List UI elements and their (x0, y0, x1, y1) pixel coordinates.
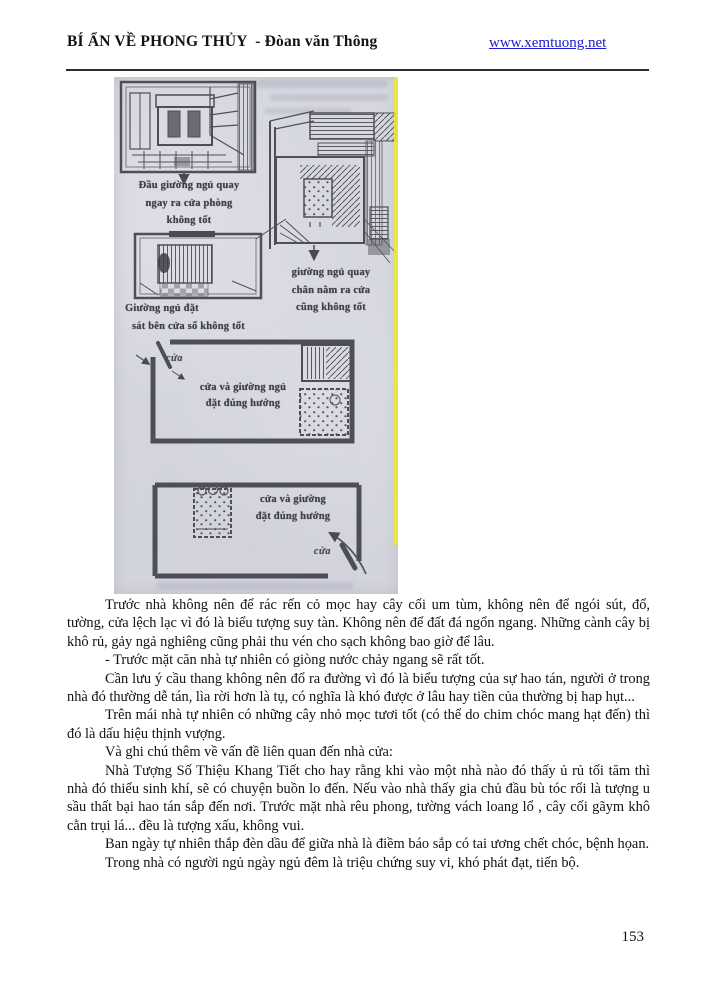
diagram-bed-beside-window (135, 219, 286, 298)
figure-scan (114, 77, 398, 594)
body-paragraph: Và ghi chú thêm về vấn đề liên quan đến nhà cửa: (105, 744, 393, 761)
scan-highlight-line (394, 77, 398, 545)
bed (300, 389, 348, 435)
website-link[interactable]: www.xemtuong.net (489, 35, 607, 51)
body-paragraph: Nhà Tượng Số Thiệu Khang Tiết cho hay rằng khi vào một nhà nào đó thấy ủ rủ tối tăm thì nhà đó thiếu sinh khí, sẽ có chuyện buồn lo đến. Nếu vào nhà thấy gia chủ đầu bù tóc rối là tượng u sầu thất bại hao tán sắp đến nơi. Trước mặt nhà rêu phong, tường vách loang lổ , cây cối gãym khô cằn trụi lá... đều là tượng xấu, không vui. (67, 762, 650, 834)
door-label: cửa (166, 353, 183, 364)
page-number: 153 (621, 929, 644, 945)
figure-caption-correct-room-1: cửa và giường ngủ đặt đúng hướng (199, 382, 287, 409)
book-title: BÍ ẨN VỀ PHONG THỦY - Đòan văn Thông (67, 33, 378, 50)
figure-caption-head-to-door: Đầu giường ngủ quay ngay ra cửa phòng không tốt (138, 180, 240, 226)
diagram-bed-head-to-door (121, 82, 255, 183)
arrow-into-door-icon (136, 355, 149, 364)
figure-caption-feet-to-door: giường ngủ quay chân nằm ra cửa cũng không tốt (291, 267, 371, 313)
body-paragraph: Trong nhà có người ngủ ngày ngủ đêm là triệu chứng suy vi, khó phát đạt, tiến bộ. (105, 854, 580, 871)
door-label: cửa (314, 546, 331, 557)
body-paragraph: - Trước mặt căn nhà tự nhiên có giòng nước chảy ngang sẽ rất tốt. (105, 652, 485, 669)
body-paragraph: Cần lưu ý cầu thang không nên đổ ra đường vì đó là biểu tượng của sự hao tán, người ở trong nhà đó thường dễ tán, lìa rời hơn là tụ, có nghĩa là khó được ở lâu hay tiền của thường bị hap hụt... (67, 670, 650, 706)
bed (194, 489, 231, 537)
body-paragraph: Trên mái nhà tự nhiên có những cây nhỏ mọc tươi tốt (có thể do chim chóc mang hạt đến) thì đó là dấu hiệu thịnh vượng. (67, 707, 650, 742)
diagram-bed-feet-to-door (270, 111, 396, 263)
figure-caption-beside-window: Giường ngủ đặt sát bên cửa sổ không tốt (125, 303, 245, 332)
body-text (67, 596, 650, 872)
figure-caption-correct-room-2: cửa và giường đặt đúng hướng (255, 494, 331, 522)
bed (158, 107, 212, 145)
header-divider (66, 69, 649, 71)
bed (304, 179, 332, 217)
body-paragraph: Trước nhà không nên để rác rến cỏ mọc hay cây cối um tùm, không nên để ngói sút, đổ, tường, cửa lệch lạc vì đó là biểu tượng suy tàn. Không nên để đất đá ngổn ngang. Những cành cây bị khô rủ, gảy ngả nghiêng cũng phải thu vén cho sạch không bao giờ để lâu. (67, 597, 650, 650)
body-paragraph: Ban ngày tự nhiên thắp đèn dầu để giữa nhà là điềm báo sắp có tai ương chết chóc, bệnh họan. (105, 836, 650, 853)
